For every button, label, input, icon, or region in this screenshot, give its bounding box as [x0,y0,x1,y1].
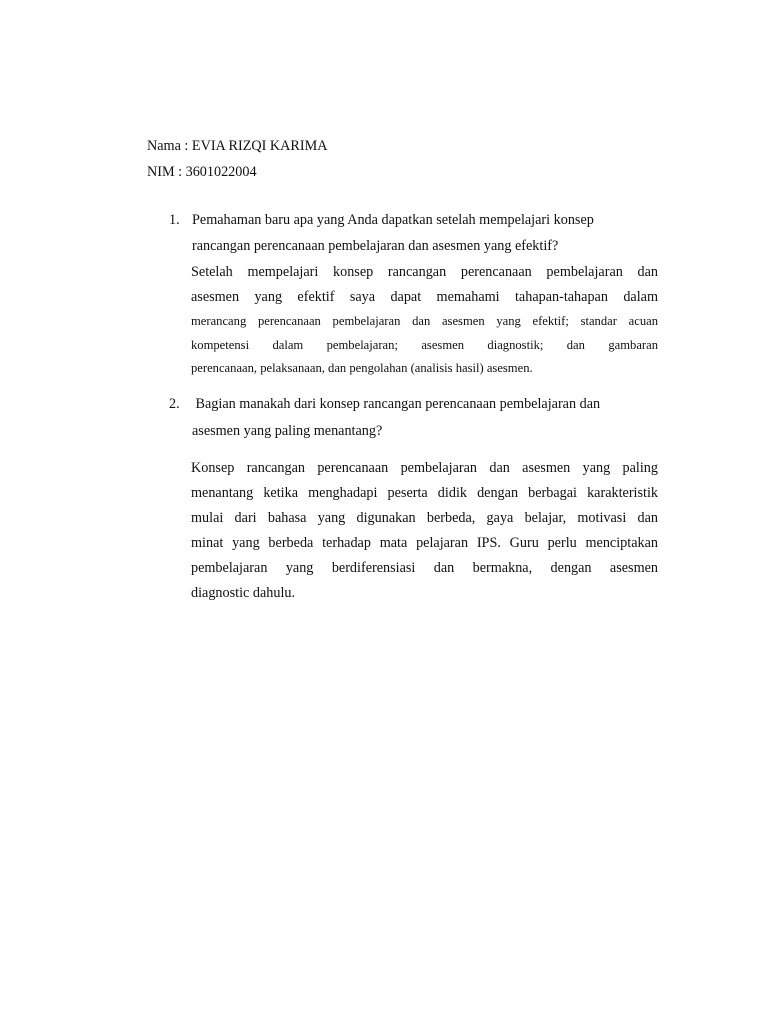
answer-line: merancang perencanaan pembelajaran dan asesmen yang efektif; standar acuan [191,314,658,328]
item-number: 1. [169,212,180,228]
item-number: 2. [169,396,180,412]
question-line: rancangan perencanaan pembelajaran dan asesmen yang efektif? [192,238,559,254]
answer-line: perencanaan, pelaksanaan, dan pengolahan (analisis hasil) asesmen. [191,361,533,375]
answer-line: asesmen yang efektif saya dapat memahami tahapan-tahapan dalam [191,289,658,305]
student-name: Nama : EVIA RIZQI KARIMA [147,138,328,154]
answer-line: diagnostic dahulu. [191,585,296,601]
question-line: Bagian manakah dari konsep rancangan perencanaan pembelajaran dan [192,396,601,412]
answer-line: minat yang berbeda terhadap mata pelajaran IPS. Guru perlu menciptakan [191,535,658,551]
answer-line: kompetensi dalam pembelajaran; asesmen diagnostik; dan gambaran [191,338,658,352]
student-nim: NIM : 3601022004 [147,164,257,180]
answer-line: menantang ketika menghadapi peserta didik dengan berbagai karakteristik [191,485,658,501]
question-line: asesmen yang paling menantang? [192,423,383,439]
answer-line: mulai dari bahasa yang digunakan berbeda, gaya belajar, motivasi dan [191,510,658,526]
question-line: Pemahaman baru apa yang Anda dapatkan setelah mempelajari konsep [192,212,594,228]
answer-line: Konsep rancangan perencanaan pembelajaran dan asesmen yang paling [191,460,658,476]
answer-line: Setelah mempelajari konsep rancangan perencanaan pembelajaran dan [191,264,658,280]
answer-line: pembelajaran yang berdiferensiasi dan bermakna, dengan asesmen [191,560,658,576]
